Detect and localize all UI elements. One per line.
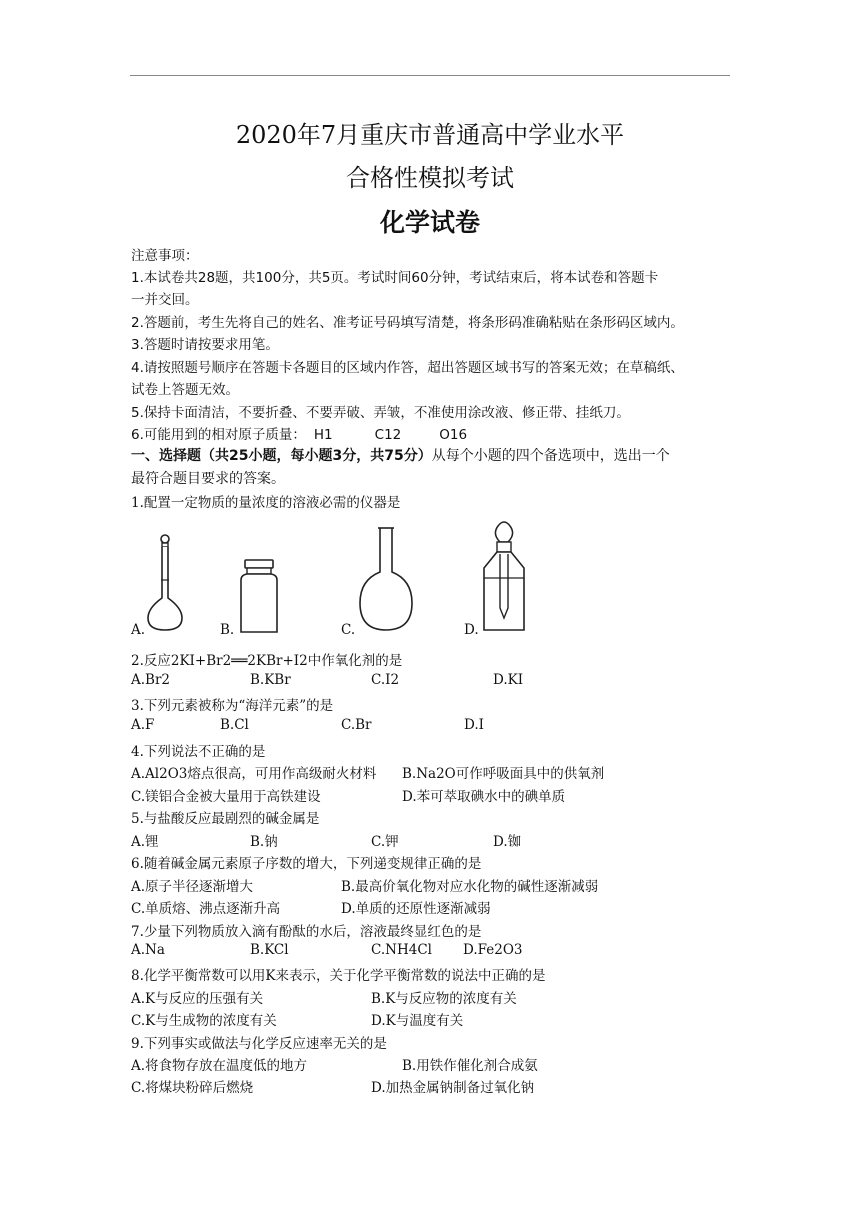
round-bottom-flask-icon xyxy=(356,526,416,636)
q4-option-b: B.Na2O可作呼吸面具中的供氧剂 xyxy=(402,766,605,782)
notice-item-5: 5.保持卡面清洁，不要折叠、不要弄破、弄皱，不准使用涂改液、修正带、挂纸刀。 xyxy=(131,405,630,421)
question-1-stem: 1.配置一定物质的量浓度的溶液必需的仪器是 xyxy=(131,495,401,511)
notice-item-1b: 一并交回。 xyxy=(131,292,199,308)
q6-option-b: B.最高价氧化物对应水化物的碱性逐渐减弱 xyxy=(341,879,599,895)
q5-option-d: D.铷 xyxy=(493,834,522,850)
header-rule xyxy=(130,75,730,76)
q7-option-a: A.Na xyxy=(131,942,165,958)
q7-option-b: B.KCl xyxy=(250,942,289,958)
question-5-stem: 5.与盐酸反应最剧烈的碱金属是 xyxy=(131,811,320,827)
q8-option-b: B.K与反应物的浓度有关 xyxy=(371,991,517,1007)
q2-option-b: B.KBr xyxy=(250,672,291,688)
reagent-bottle-icon xyxy=(235,558,283,636)
q4-option-a: A.Al2O3熔点很高，可用作高级耐火材料 xyxy=(131,766,377,782)
q9-option-d: D.加热金属钠制备过氧化钠 xyxy=(371,1080,535,1096)
volumetric-flask-icon xyxy=(140,530,190,635)
question-9-stem: 9.下列事实或做法与化学反应速率无关的是 xyxy=(131,1036,387,1052)
dropper-bottle-icon xyxy=(478,518,530,636)
q3-option-d: D.I xyxy=(464,717,484,733)
subject-title: 化学试卷 xyxy=(379,208,480,237)
notice-heading: 注意事项： xyxy=(131,248,199,264)
notice-item-3: 3.答题时请按要求用笔。 xyxy=(131,337,279,353)
q3-option-c: C.Br xyxy=(341,717,372,733)
section1-desc xyxy=(131,445,670,465)
atomic-mass-o: O16 xyxy=(439,427,468,443)
q6-option-d: D.单质的还原性逐渐减弱 xyxy=(341,901,491,917)
q8-option-c: C.K与生成物的浓度有关 xyxy=(131,1013,277,1029)
q2-option-d: D.KI xyxy=(493,672,524,688)
notice-item-2: 2.答题前，考生先将自己的姓名、准考证号码填写清楚，将条形码准确粘贴在条形码区域内。 xyxy=(131,315,684,331)
notice-item-6 xyxy=(131,423,467,443)
q1-option-c: C. xyxy=(341,622,356,638)
q3-option-b: B.Cl xyxy=(220,717,249,733)
q6-option-c: C.单质熔、沸点逐渐升高 xyxy=(131,901,281,917)
q5-option-b: B.钠 xyxy=(250,834,278,850)
question-3-stem: 3.下列元素被称为“海洋元素”的是 xyxy=(131,698,334,714)
notice-item-4b: 试卷上答题无效。 xyxy=(131,382,239,398)
q6-option-a: A.原子半径逐渐增大 xyxy=(131,879,254,895)
q8-option-d: D.K与温度有关 xyxy=(371,1013,464,1029)
question-4-stem: 4.下列说法不正确的是 xyxy=(131,744,266,760)
q5-option-a: A.锂 xyxy=(131,834,159,850)
q7-option-c: C.NH4Cl xyxy=(371,942,432,958)
q7-option-d: D.Fe2O3 xyxy=(463,942,523,958)
notice-item-1a: 1.本试卷共28题，共100分，共5页。考试时间60分钟，考试结束后，将本试卷和答题卡 xyxy=(131,270,659,286)
question-6-stem: 6.随着碱金属元素原子序数的增大，下列递变规律正确的是 xyxy=(131,856,482,872)
notice-item-6-label: 6.可能用到的相对原子质量： xyxy=(131,427,306,443)
q2-option-a: A.Br2 xyxy=(131,672,171,688)
q9-option-a: A.将食物存放在温度低的地方 xyxy=(131,1058,308,1074)
q1-option-a: A. xyxy=(131,622,146,638)
question-2-stem: 2.反应2KI+Br2══2KBr+I2中作氧化剂的是 xyxy=(131,653,403,669)
q9-option-c: C.将煤块粉碎后燃烧 xyxy=(131,1080,254,1096)
q1-option-b: B. xyxy=(220,622,235,638)
atomic-mass-c: C12 xyxy=(374,427,402,443)
section1-title: 一、选择题（共25小题，每小题3分，共75分） xyxy=(131,448,432,464)
atomic-mass-h: H1 xyxy=(313,427,333,443)
q4-option-c: C.镁铝合金被大量用于高铁建设 xyxy=(131,789,321,805)
q1-option-d: D. xyxy=(464,622,479,638)
section1-desc-rest: 从每个小题的四个备选项中，选出一个 xyxy=(431,448,670,464)
exam-title: 2020年7月重庆市普通高中学业水平 xyxy=(235,121,625,149)
q2-option-c: C.I2 xyxy=(371,672,400,688)
section1-desc-line2: 最符合题目要求的答案。 xyxy=(131,471,285,487)
question-7-stem: 7.少量下列物质放入滴有酚酞的水后，溶液最终显红色的是 xyxy=(131,924,482,940)
q9-option-b: B.用铁作催化剂合成氨 xyxy=(402,1058,538,1074)
q8-option-a: A.K与反应的压强有关 xyxy=(131,991,264,1007)
notice-item-4a: 4.请按照题号顺序在答题卡各题目的区域内作答，超出答题区域书写的答案无效；在草稿纸、 xyxy=(131,360,684,376)
exam-subtitle: 合格性模拟考试 xyxy=(346,164,514,192)
question-8-stem: 8.化学平衡常数可以用K来表示，关于化学平衡常数的说法中正确的是 xyxy=(131,968,546,984)
q5-option-c: C.钾 xyxy=(371,834,399,850)
q3-option-a: A.F xyxy=(131,717,155,733)
q4-option-d: D.苯可萃取碘水中的碘单质 xyxy=(402,789,566,805)
